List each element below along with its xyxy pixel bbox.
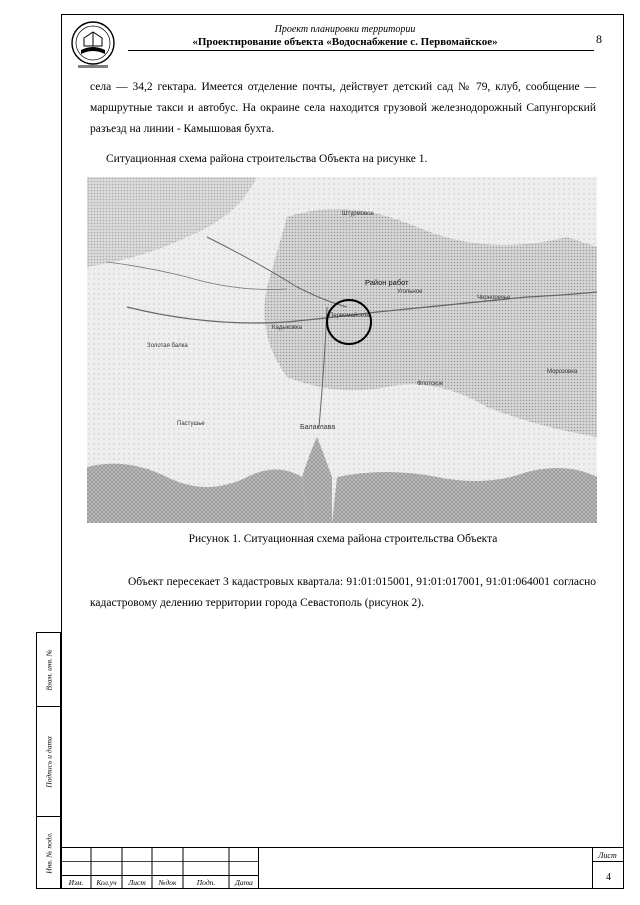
- header-divider: [128, 50, 594, 51]
- title-block: [61, 847, 624, 889]
- stamp-label-ndok: №док: [158, 878, 177, 887]
- map-label-rayon-rabot: Район работ: [365, 278, 409, 287]
- map-label-pastushye: Пастушье: [177, 421, 205, 427]
- map-label-ugolnoe: Угольное: [397, 289, 423, 295]
- header-subtitle: Проект планировки территории: [274, 24, 416, 35]
- body-paragraph-2: Ситуационная схема района строительства Объекта на рисунке 1.: [106, 153, 428, 165]
- stamp-label-podp: Подп.: [196, 878, 216, 887]
- map-label-pervomayskoe: Первомайское: [329, 313, 370, 319]
- map-label-flotskoe: Флотское: [417, 381, 444, 387]
- stamp-label-kol-uch: Кол.уч: [96, 878, 117, 887]
- side-label-inv-podl: Инв. № подл.: [44, 831, 53, 874]
- side-stamp: [36, 632, 61, 889]
- map-label-morozovka: Морозовка: [547, 369, 578, 375]
- sheet-number: 4: [606, 872, 611, 883]
- stamp-label-list: Лист: [128, 878, 146, 887]
- header-title: «Проектирование объекта «Водоснабжение с. Первомайское»: [192, 36, 498, 48]
- map-label-shtormovoe: Штурмовое: [342, 211, 374, 217]
- side-cell-inv-zam: [37, 633, 60, 707]
- page-number: 8: [596, 32, 602, 46]
- situation-map: [87, 177, 597, 523]
- stamp-top-line: [61, 847, 624, 848]
- body-paragraph-1: села — 34,2 гектара. Имеется отделение почты, действует детский сад № 79, клуб, сообщение — маршрутные такси и автобус. На окраине села находится грузовой железнодорожный Сапунгорский разъезд на линии - Камышовая бухта.: [90, 81, 596, 135]
- side-label-podpis: Подпись и дата: [44, 735, 53, 788]
- map-label-chernorechye: Черноречье: [477, 295, 511, 301]
- body-paragraph-3: Объект пересекает 3 кадастровых квартала: 91:01:015001, 91:01:017001, 91:01:064001 согласно кадастровому делению территории города Севастополь (рисунок 2).: [90, 576, 596, 609]
- stamp-label-data: Дата: [235, 878, 253, 887]
- map-label-balaklava: Балаклава: [300, 424, 336, 431]
- sheet-cell-divider: [593, 861, 624, 862]
- side-cell-inv-podl: [37, 817, 60, 888]
- figure-caption: Рисунок 1. Ситуационная схема района строительства Объекта: [188, 533, 498, 545]
- stamp-label-izm: Изм.: [68, 878, 84, 887]
- map-label-kadykovka: Кадыковка: [272, 325, 302, 331]
- organization-logo: [70, 18, 116, 72]
- side-cell-podpis: [37, 707, 60, 817]
- side-label-inv-zam: Взам. инв. №: [44, 648, 53, 691]
- sheet-label: Лист: [598, 851, 617, 860]
- map-label-zolotaya-balka: Золотая балка: [147, 343, 188, 349]
